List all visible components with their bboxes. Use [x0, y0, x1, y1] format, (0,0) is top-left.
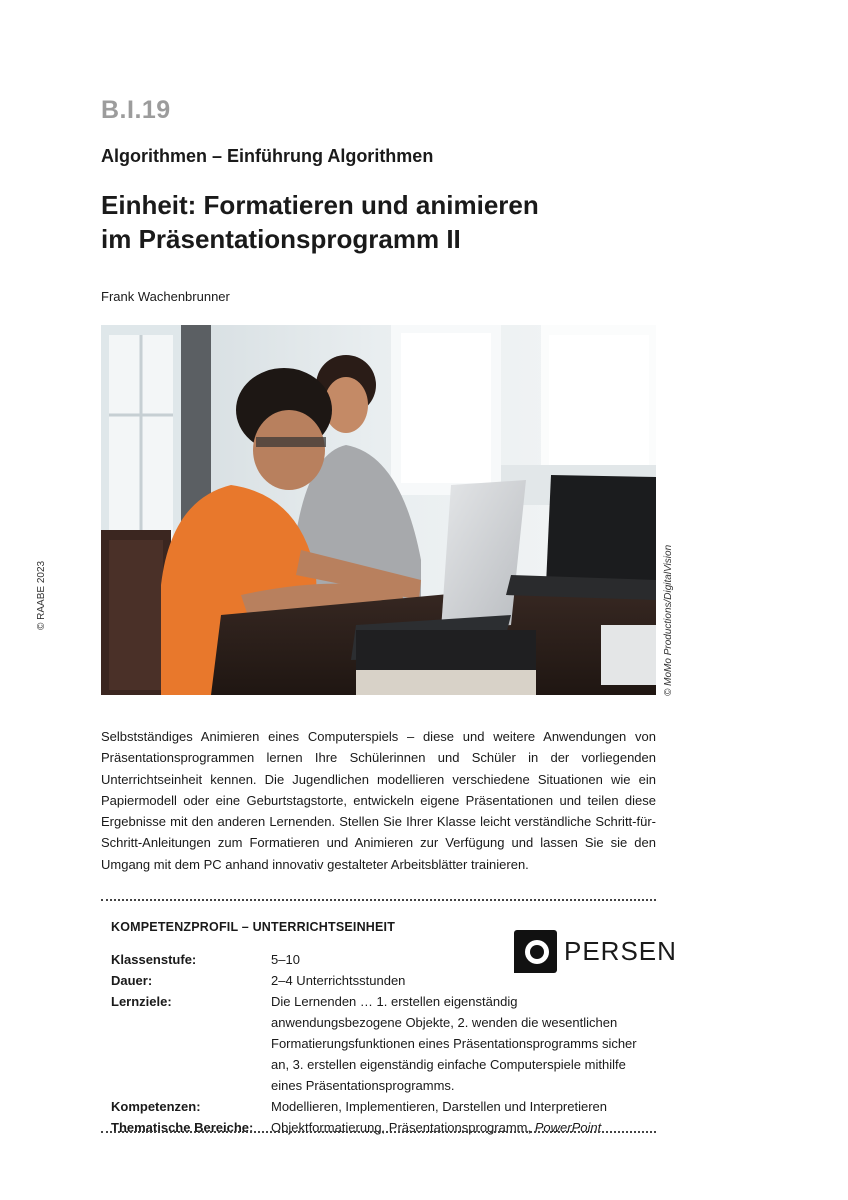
profile-value: Modellieren, Implementieren, Darstellen und Interpretieren	[271, 1099, 608, 1114]
profile-label: Lernziele:	[111, 994, 172, 1009]
profile-label: Klassenstufe:	[111, 952, 197, 967]
unit-code: B.I.19	[101, 96, 171, 124]
profile-value: Die Lernenden … 1. erstellen eigenständig anwendungsbezogene Objekte, 2. wenden die wesentlichen Formatierungsfunktionen eines Präsentationsprogramms sicher an, 3. erstellen eigenständig einfache Computerspiele mithilfe eines Präsentationsprogramms.	[271, 994, 637, 1093]
title-line-1: Einheit: Formatieren und animieren	[101, 190, 539, 220]
profile-value: 2–4 Unterrichtsstunden	[271, 973, 406, 988]
photo-credit: © MoMo Productions/DigitalVision	[663, 544, 674, 696]
topics-italic: PowerPoint	[534, 1120, 602, 1135]
profile-label: Thematische Bereiche:	[111, 1120, 254, 1135]
profile-row-duration	[111, 970, 651, 991]
competence-profile	[111, 949, 651, 1138]
series-title: Algorithmen – Einführung Algorithmen	[101, 146, 434, 166]
profile-label: Kompetenzen:	[111, 1099, 201, 1114]
topics-text: Objektformatierung, Präsentationsprogramm,	[271, 1120, 535, 1135]
page-title	[101, 188, 701, 256]
cover-photo	[101, 325, 656, 695]
author-name: Frank Wachenbrunner	[101, 289, 230, 304]
copyright-notice: © RAABE 2023	[36, 560, 47, 630]
intro-paragraph: Selbstständiges Animieren eines Computerspiels – diese und weitere Anwendungen von Präsentationsprogrammen lernen Ihre Schülerinnen und Schüler in der vorliegenden Unterrichtseinheit kennen. Die Jugendlichen modellieren verschiedene Situationen wie ein Papiermodell oder eine Geburtstagstorte, entwickeln eigene Präsentationen und teilen diese Ergebnisse mit den anderen Lernenden. Stellen Sie Ihrer Klasse leicht verständliche Schritt-für-Schritt-Anleitungen zum Formatieren und Animieren zur Verfügung und lassen Sie sie den Umgang mit dem PC anhand innovativ gestalteter Arbeitsblätter trainieren.	[101, 729, 656, 872]
profile-heading: KOMPETENZPROFIL – UNTERRICHTSEINHEIT	[111, 920, 396, 934]
profile-label: Dauer:	[111, 973, 153, 988]
logo-wordmark: PERSEN	[564, 935, 677, 966]
profile-row-grade	[111, 949, 651, 970]
title-line-2: im Präsentationsprogramm II	[101, 224, 461, 254]
profile-row-goals	[111, 991, 651, 1096]
profile-row-competences	[111, 1096, 651, 1117]
profile-value: 5–10	[271, 952, 300, 967]
profile-row-topics	[111, 1117, 651, 1138]
divider-bottom	[101, 1131, 656, 1133]
profile-value	[271, 1117, 651, 1138]
divider-top	[101, 899, 656, 901]
